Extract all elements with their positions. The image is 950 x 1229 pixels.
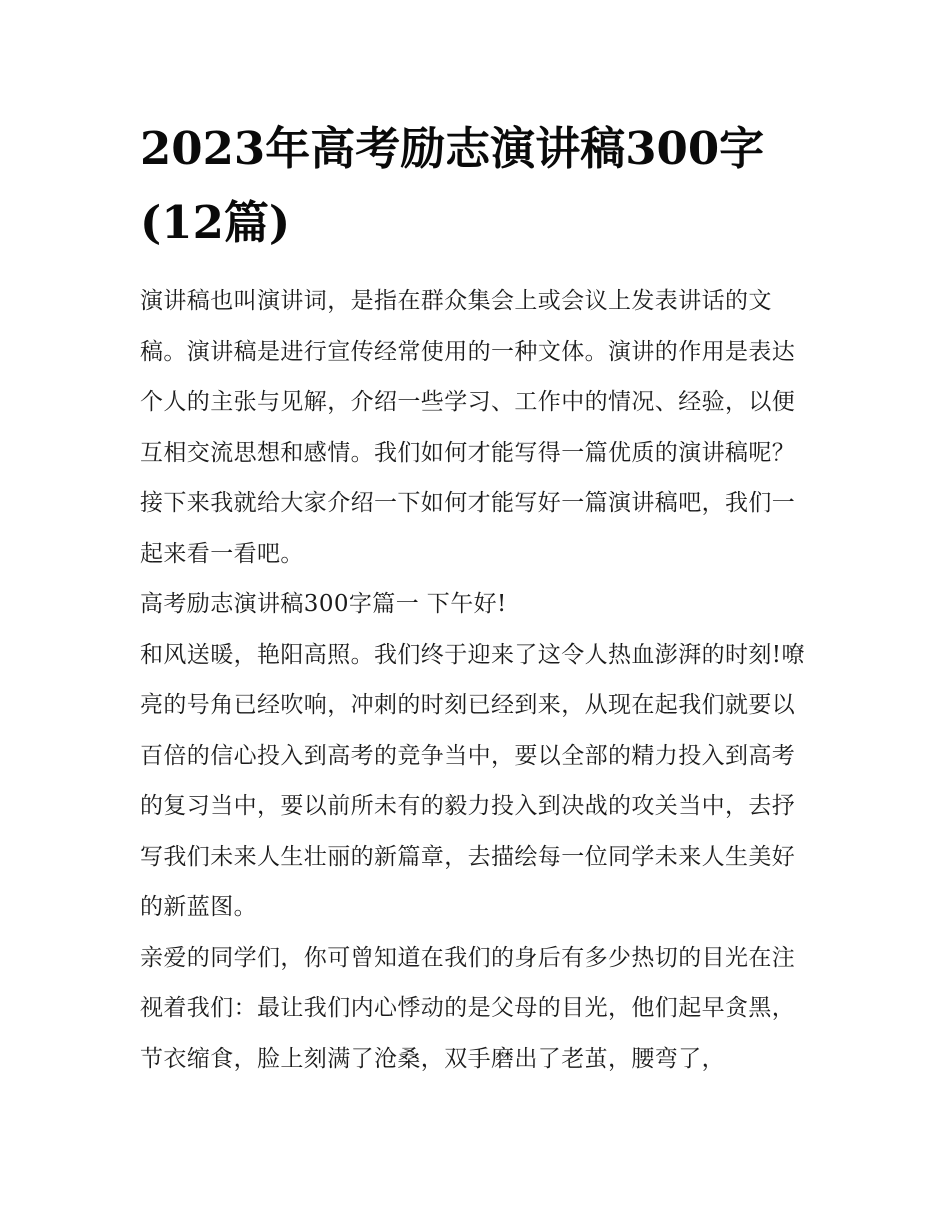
document-title: 2023年高考励志演讲稿300字(12篇) (140, 122, 765, 249)
intro-paragraph: 演讲稿也叫演讲词，是指在群众集会上或会议上发表讲话的文稿。演讲稿是进行宣传经常使用的一种文体。演讲的作用是表达个人的主张与见解，介绍一些学习、工作中的情况、经验，以便互相交流思想和感情。我们如何才能写得一篇优质的演讲稿呢？接下来我就给大家介绍一下如何才能写好一篇演讲稿吧，我们一起来看一看吧。 (140, 288, 796, 567)
body-paragraph: 和风送暖，艳阳高照。我们终于迎来了这令人热血澎湃的时刻!嘹亮的号角已经吹响，冲刺的时刻已经到来，从现在起我们就要以百倍的信心投入到高考的竞争当中，要以全部的精力投入到高考的复习当中，要以前所未有的毅力投入到决战的攻关当中，去抒写我们未来人生壮丽的新篇章，去描绘每一位同学未来人生美好的新蓝图。 (140, 641, 805, 920)
document-body (140, 276, 816, 1084)
body-paragraph: 亲爱的同学们，你可曾知道在我们的身后有多少热切的目光在注视着我们：最让我们内心悸动的是父母的目光，他们起早贪黑，节衣缩食，脸上刻满了沧桑，双手磨出了老茧，腰弯了， (140, 944, 796, 1072)
section-heading-paragraph: 高考励志演讲稿300字篇一 下午好! (140, 591, 507, 617)
